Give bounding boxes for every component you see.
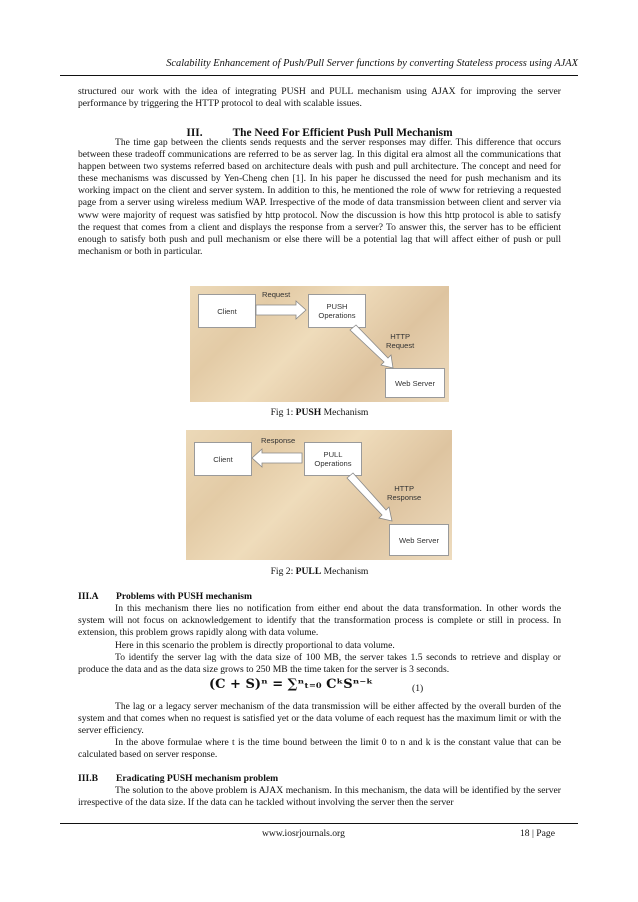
- web-server-box: Web Server: [389, 524, 449, 556]
- header-rule: [60, 75, 578, 76]
- pull-arrows: [186, 430, 452, 560]
- paragraph-3a-1: [78, 603, 561, 639]
- caption-suffix: Mechanism: [321, 566, 369, 577]
- response-label: Response: [261, 436, 296, 445]
- request-label: Request: [262, 290, 291, 299]
- left-arrow-icon: [252, 449, 302, 467]
- paragraph-text: In the above formulae where t is the time bound between the limit 0 to n and k is the constant value that can be calculated based on server response.: [78, 737, 561, 761]
- http-label-line2: Request: [386, 341, 415, 350]
- http-label-line1: HTTP: [390, 332, 411, 341]
- section-title: The Need For Efficient Push Pull Mechanism: [232, 127, 453, 139]
- subsection-title: Eradicating PUSH mechanism problem: [116, 773, 279, 784]
- footer-site: www.iosrjournals.org: [262, 828, 345, 839]
- ops-label-line2: Operations: [318, 311, 356, 320]
- section-number: III.: [186, 127, 203, 139]
- paragraph-text: To identify the server lag with the data size of 100 MB, the server takes 1.5 seconds to retrieve and display or produce the data and as the data size grows to 250 MB the time taken for the server is 3 seconds.: [78, 652, 561, 676]
- subsection-heading-3a: [78, 591, 252, 602]
- http-label-line2: Response: [387, 493, 422, 502]
- paragraph-3a-2: [78, 640, 561, 652]
- paragraph-text: The lag or a legacy server mechanism of the data transmission will be either affected by the overall burden of the system and that comes when no request is satisfied yet or the data volume of each request has the maximum limit or with the server efficiency.: [78, 701, 561, 737]
- caption-prefix: Fig 2:: [270, 566, 296, 577]
- right-arrow-icon: [256, 301, 306, 319]
- caption-bold: PULL: [295, 566, 322, 577]
- subsection-title: Problems with PUSH mechanism: [116, 591, 252, 602]
- paragraph-3a-3: [78, 652, 561, 676]
- paragraph-3b-1: [78, 785, 561, 809]
- subsection-number: III.A: [78, 591, 99, 602]
- paragraph-text: The solution to the above problem is AJAX mechanism. In this mechanism, the data will be identified by the server irrespective of the data size. If the data can he tackled without involving the server then the server: [78, 785, 561, 809]
- section-paragraph-text: The time gap between the clients sends requests and the server responses may differ. This difference that occurs between these tradeoff communications are referred to be as server lag. In this digital era almost all the communications that happen between two systems referred based on architecture deals with push and pull architecture. The concept and need for these mechanisms was discussed by Yen-Cheng chen [1]. In his paper he discussed the need for push mechanism and its working impact on the client and server system. In addition to this, he mentioned the role of www for retrieving a requested page from a server using wireless medium WAP. Irrespective of the mode of data transmission between client and server via www were majority of request was satisfied by http protocol. Now the discussion is how this http protocol is able to satisfy the request that comes from a client and displays the response from a server? To answer this, the server has to be efficient enough to satisfy both push and pull mechanism or else there will be a potential lag that will affect either of push or pull mechanism or both in particular.: [78, 137, 561, 257]
- subsection-number: III.B: [78, 773, 98, 784]
- figure-push-diagram: [190, 286, 449, 402]
- paragraph-text: Here in this scenario the problem is directly proportional to data volume.: [115, 640, 395, 651]
- caption-suffix: Mechanism: [321, 407, 369, 418]
- paragraph-3a-5: [78, 737, 561, 761]
- push-arrows: [190, 286, 449, 402]
- figure-pull-diagram: [186, 430, 452, 560]
- footer-rule: [60, 823, 578, 824]
- ops-label-line1: PUSH: [326, 302, 348, 311]
- equation-number: (1): [412, 683, 424, 694]
- equation: (C + S)ⁿ = ∑ⁿₜ₌₀ CᵏSⁿ⁻ᵏ: [209, 677, 374, 692]
- ops-label-line1: PULL: [323, 450, 343, 459]
- running-header: Scalability Enhancement of Push/Pull Server functions by converting Stateless process using AJAX: [166, 58, 578, 69]
- client-box: Client: [198, 294, 256, 328]
- paragraph-3a-4: [78, 701, 561, 737]
- http-label-line1: HTTP: [394, 484, 415, 493]
- caption-prefix: Fig 1:: [270, 407, 296, 418]
- web-server-box: Web Server: [385, 368, 445, 398]
- client-box: Client: [194, 442, 252, 476]
- ops-label-line2: Operations: [314, 459, 352, 468]
- figure1-caption: [78, 407, 561, 418]
- paragraph-text: In this mechanism there lies no notification from either end about the data transformation. In other words the system will not focus on acknowledgement to identify that the transformation process is complete or still in process. In extension, this problem grows rapidly along with data volume.: [78, 603, 561, 639]
- caption-bold: PUSH: [295, 407, 322, 418]
- subsection-heading-3b: [78, 773, 278, 784]
- figure2-caption: [78, 566, 561, 577]
- diagonal-arrow-icon: [350, 325, 393, 368]
- page-number: 18 | Page: [520, 828, 555, 839]
- intro-paragraph: structured our work with the idea of integrating PUSH and PULL mechanism using AJAX for improving the server performance by triggering the HTTP protocol to deal with scalable issues.: [78, 86, 561, 110]
- section-paragraph: [78, 137, 561, 258]
- diagonal-arrow-icon: [347, 473, 392, 521]
